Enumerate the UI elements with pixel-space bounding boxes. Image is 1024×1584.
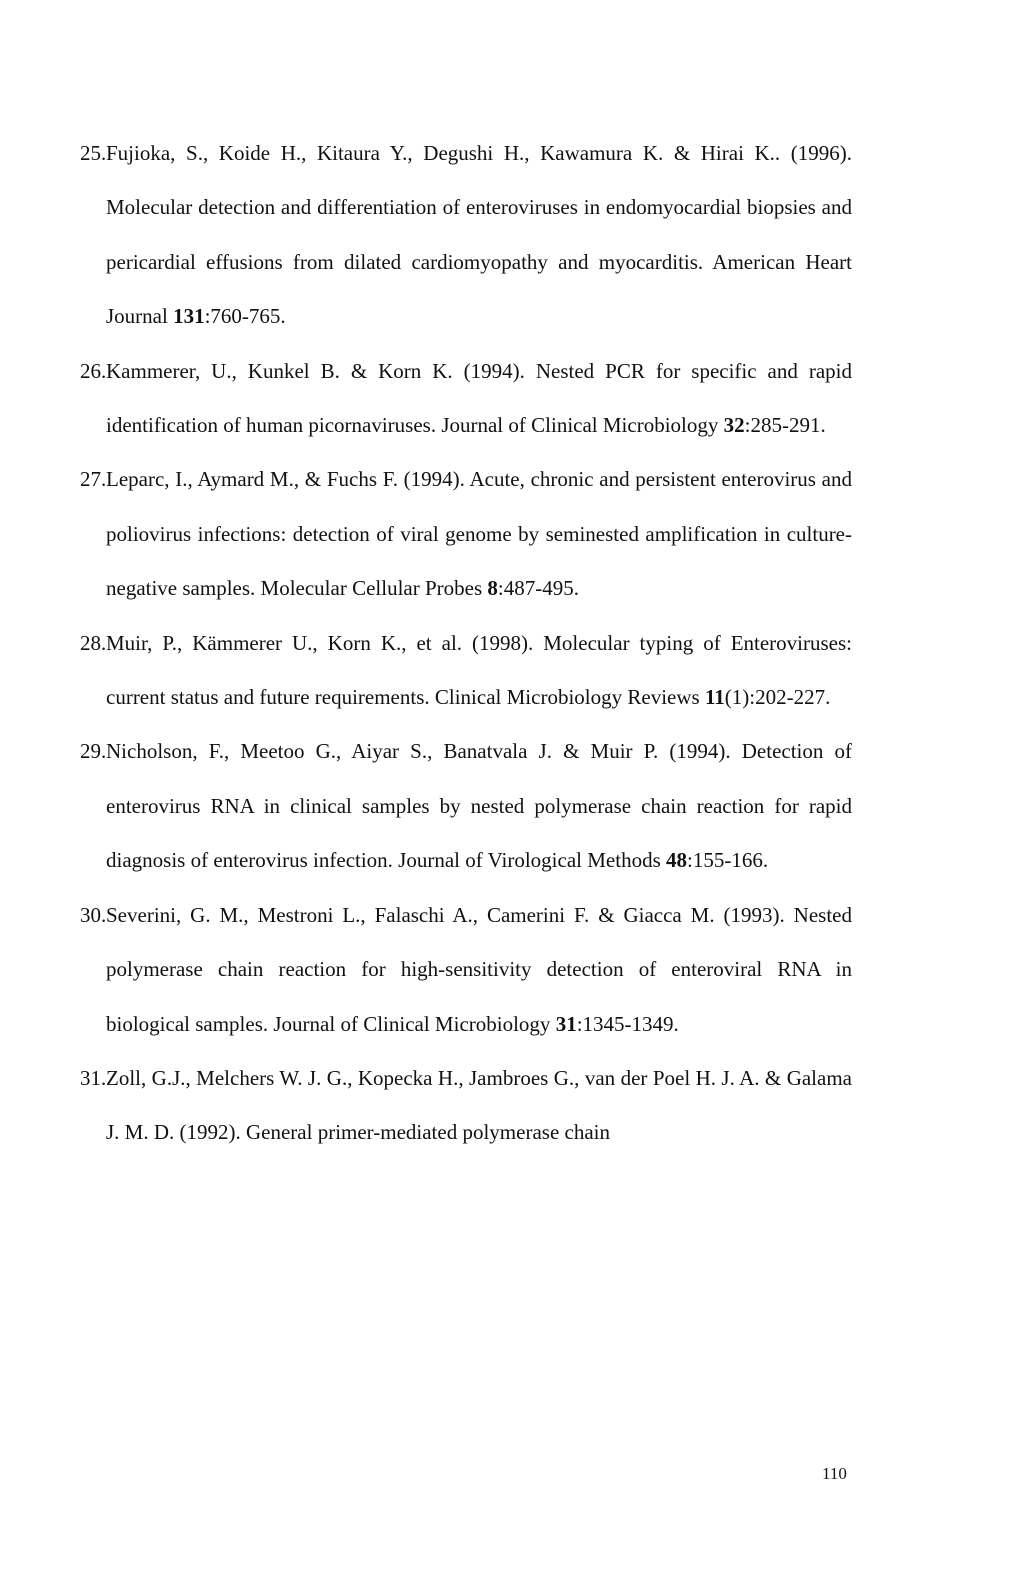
reference-27 (80, 452, 852, 615)
reference-number: 27. (80, 467, 107, 492)
reference-volume: 131 (173, 304, 205, 329)
reference-volume: 8 (487, 576, 498, 601)
reference-26 (80, 344, 852, 453)
page-number: 110 (822, 1464, 847, 1483)
reference-29 (80, 724, 852, 887)
reference-text: Fujioka, S., Koide H., Kitaura Y., Degushi H., Kawamura K. & Hirai K.. (1996). Molecular detection and differentiation of enteroviruses in endomyocardial biopsies and pericardial effusions from dilated cardiomyopathy and myocarditis. American Heart Journal (106, 141, 852, 329)
reference-pages: :1345-1349. (576, 1011, 679, 1036)
reference-number: 29. (80, 739, 107, 764)
reference-28 (80, 616, 852, 725)
reference-text: Muir, P., Kämmerer U., Korn K., et al. (1998). Molecular typing of Enteroviruses: current status and future requirements. Clinical Microbiology Reviews (106, 630, 852, 710)
reference-31 (80, 1051, 852, 1160)
reference-number: 25. (80, 141, 107, 165)
reference-list (80, 126, 852, 1160)
reference-number: 30. (80, 902, 107, 927)
reference-number: 31. (80, 1065, 107, 1090)
reference-volume: 11 (704, 685, 725, 710)
reference-text: Kammerer, U., Kunkel B. & Korn K. (1994). Nested PCR for specific and rapid identification of human picornaviruses. Journal of Clinical Microbiology (106, 358, 852, 438)
reference-pages: (1):202-227. (724, 685, 831, 710)
reference-number: 28. (80, 630, 107, 655)
reference-30 (80, 888, 852, 1051)
reference-pages: :487-495. (497, 576, 579, 601)
reference-text: Nicholson, F., Meetoo G., Aiyar S., Banatvala J. & Muir P. (1994). Detection of enterovirus RNA in clinical samples by nested polymerase chain reaction for rapid diagnosis of enterovirus infection. Journal of Virological Methods (106, 739, 852, 873)
reference-25 (80, 126, 852, 344)
reference-pages: :760-765. (204, 304, 286, 329)
reference-text: Leparc, I., Aymard M., & Fuchs F. (1994). Acute, chronic and persistent enterovirus and poliovirus infections: detection of viral genome by seminested amplification in culture-negative samples. Molecular Cellular Probes (106, 467, 852, 601)
reference-pages: :155-166. (687, 848, 769, 873)
reference-volume: 31 (555, 1011, 577, 1036)
reference-pages: :285-291. (744, 413, 826, 438)
reference-volume: 48 (666, 848, 687, 873)
reference-volume: 32 (723, 413, 745, 438)
reference-text: Zoll, G.J., Melchers W. J. G., Kopecka H., Jambroes G., van der Poel H. J. A. & Galama J. M. D. (1992). General primer-mediated polymerase chain (106, 1065, 852, 1145)
reference-text: Severini, G. M., Mestroni L., Falaschi A., Camerini F. & Giacca M. (1993). Nested polymerase chain reaction for high-sensitivity detection of enteroviral RNA in biological samples. Journal of Clinical Microbiology (106, 902, 852, 1036)
reference-number: 26. (80, 358, 107, 383)
